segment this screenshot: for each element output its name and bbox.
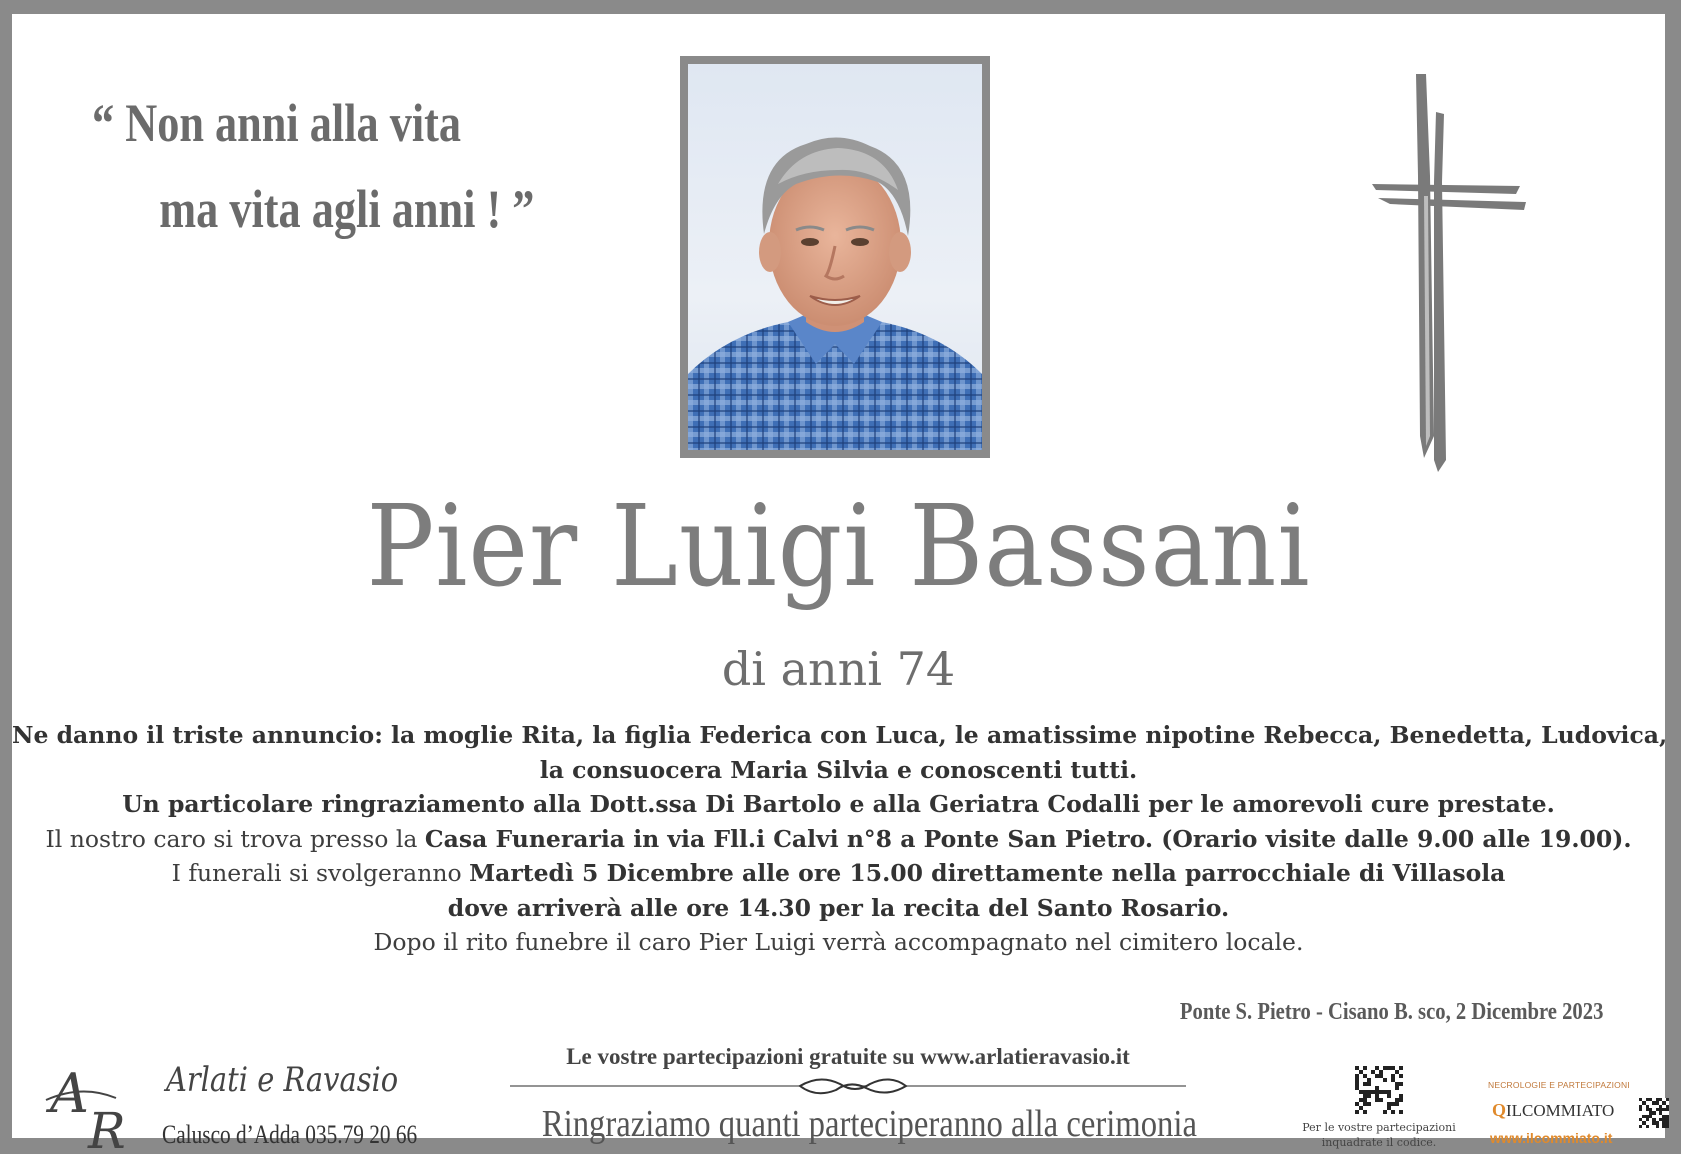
deceased-age: di anni 74 (721, 642, 956, 696)
ilcommiato-tagline: NECROLOGIE E PARTECIPAZIONI (1488, 1080, 1630, 1090)
announcement (12, 718, 1668, 960)
dateline: Ponte S. Pietro - Cisano B. sco, 2 Dicembre 2023 (1179, 999, 1603, 1025)
announcement-line (12, 753, 1665, 788)
cross-icon (1350, 56, 1540, 476)
announcement-line-5b: Martedì 5 Dicembre alle ore 15.00 direttamente nella parrocchiale di Villasola (469, 859, 1506, 887)
announcement-line-6: dove arriverà alle ore 14.30 per la recita del Santo Rosario. (447, 893, 1230, 922)
ilcommiato-qr-icon[interactable] (1639, 1098, 1669, 1128)
quote (92, 80, 534, 252)
announcement-line-4b: Casa Funeraria in via Fll.i Calvi n°8 a Ponte San Pietro. (Orario visite dalle 9.00 alle 19.00). (424, 824, 1632, 853)
announcement-line (12, 787, 1665, 822)
announcement-line (12, 891, 1665, 926)
portrait-frame (680, 56, 990, 458)
ilcommiato-logo (1492, 1100, 1614, 1121)
flourish-divider (510, 1072, 1186, 1102)
funeral-home-monogram (42, 1064, 152, 1154)
obituary-sheet (12, 14, 1668, 1154)
announcement-line-1: Ne danno il triste annuncio: la moglie Rita, la figlia Federica con Luca, le amatissime nipotine Rebecca, Benedetta, Ludovica, (12, 721, 1668, 749)
announcement-line (12, 822, 1665, 857)
qr-caption: Per le vostre partecipazioni inquadrate il codice. (1302, 1121, 1456, 1149)
ilcommiato-badge[interactable] (1482, 1078, 1654, 1152)
participations-qr-icon[interactable] (1355, 1066, 1403, 1114)
announcement-line (12, 925, 1665, 960)
ilcommiato-url[interactable]: www.ilcommiato.it (1490, 1130, 1613, 1146)
participations-link[interactable]: Le vostre partecipazioni gratuite su www.arlatieravasio.it (566, 1044, 1130, 1069)
announcement-line-3: Un particolare ringraziamento alla Dott.ssa Di Bartolo e alla Geriatra Codalli per le amorevoli cure prestate. (122, 790, 1555, 818)
announcement-line (12, 856, 1665, 891)
announcement-line-4a: Il nostro caro si trova presso la (45, 824, 425, 853)
quote-line-2: ma vita agli anni ! ” (159, 179, 535, 239)
announcement-line-7: Dopo il rito funebre il caro Pier Luigi verrà accompagnato nel cimitero locale. (373, 928, 1304, 956)
monogram-a: A (50, 1064, 89, 1125)
ilcommiato-logo-mark: Q (1492, 1100, 1507, 1120)
ilcommiato-logo-text: ILCOMMIATO (1506, 1101, 1615, 1120)
quote-line-1: “ Non anni alla vita (92, 93, 462, 153)
portrait-illustration (688, 64, 982, 450)
announcement-line-5a: I funerali si svolgeranno (171, 859, 470, 887)
funeral-home-address: Calusco d’Adda 035.79 20 66 (162, 1120, 418, 1149)
thanks-text: Ringraziamo quanti parteciperanno alla cerimonia (541, 1103, 1197, 1145)
deceased-name: Pier Luigi Bassani (366, 482, 1311, 612)
announcement-line-2: la consuocera Maria Silvia e conoscenti tutti. (539, 755, 1138, 784)
monogram-r: R (88, 1102, 126, 1154)
portrait-photo (688, 64, 982, 450)
funeral-home-name: Arlati e Ravasio (166, 1060, 399, 1100)
announcement-line (12, 718, 1668, 753)
